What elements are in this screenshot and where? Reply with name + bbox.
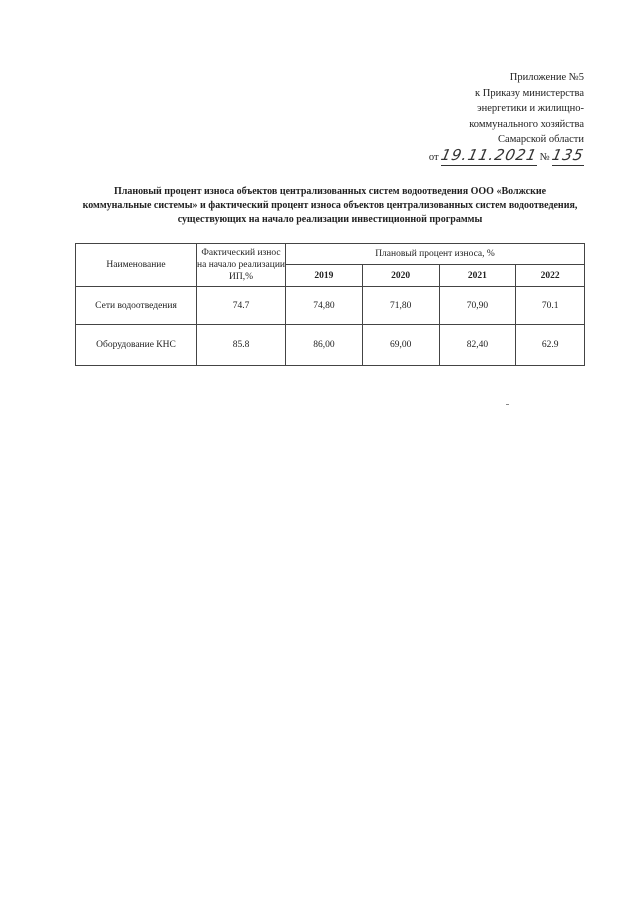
title-line-2: коммунальные системы» и фактический процент износа объектов централизованных систем водоотведения, xyxy=(82,200,578,211)
row-name: Оборудование КНС xyxy=(76,325,197,366)
header-year: 2022 xyxy=(516,265,585,287)
header-year: 2020 xyxy=(362,265,439,287)
appendix-line-3: энергетики и жилищно- xyxy=(477,103,584,114)
row-value: 82,40 xyxy=(439,325,516,366)
row-fact: 74.7 xyxy=(197,287,286,325)
row-value: 69,00 xyxy=(362,325,439,366)
number-label: № xyxy=(539,151,550,163)
row-fact: 85.8 xyxy=(197,325,286,366)
title-line-1: Плановый процент износа объектов централизованных систем водоотведения ООО «Волжские xyxy=(113,186,547,197)
row-value: 70.1 xyxy=(516,287,585,325)
handwritten-number: 135 xyxy=(550,145,587,164)
from-label: от xyxy=(428,151,439,163)
row-value: 62.9 xyxy=(516,325,585,366)
header-fact: Фактический износ на начало реализации ИП,% xyxy=(197,244,286,287)
appendix-line-4: коммунального хозяйства xyxy=(469,118,584,130)
handwritten-date: 19.11.2021 xyxy=(439,145,540,164)
wear-percentage-table xyxy=(75,243,585,366)
row-value: 86,00 xyxy=(286,325,363,366)
table-row xyxy=(76,325,585,366)
title-line-3: существующих на начало реализации инвестиционной программы xyxy=(177,214,483,225)
order-date-number-line xyxy=(364,145,587,167)
appendix-block xyxy=(364,70,587,166)
row-value: 70,90 xyxy=(439,287,516,325)
row-value: 74,80 xyxy=(286,287,363,325)
appendix-line-2: к Приказу министерства xyxy=(475,87,584,99)
row-value: 71,80 xyxy=(362,287,439,325)
appendix-line-5: Самарской области xyxy=(498,134,584,145)
header-name: Наименование xyxy=(76,244,197,287)
header-plan: Плановый процент износа, % xyxy=(286,244,585,265)
header-year: 2019 xyxy=(286,265,363,287)
stray-mark xyxy=(506,404,509,405)
table-row xyxy=(76,287,585,325)
document-title xyxy=(70,185,590,227)
header-year: 2021 xyxy=(439,265,516,287)
row-name: Сети водоотведения xyxy=(76,287,197,325)
appendix-line-1: Приложение №5 xyxy=(509,72,584,83)
